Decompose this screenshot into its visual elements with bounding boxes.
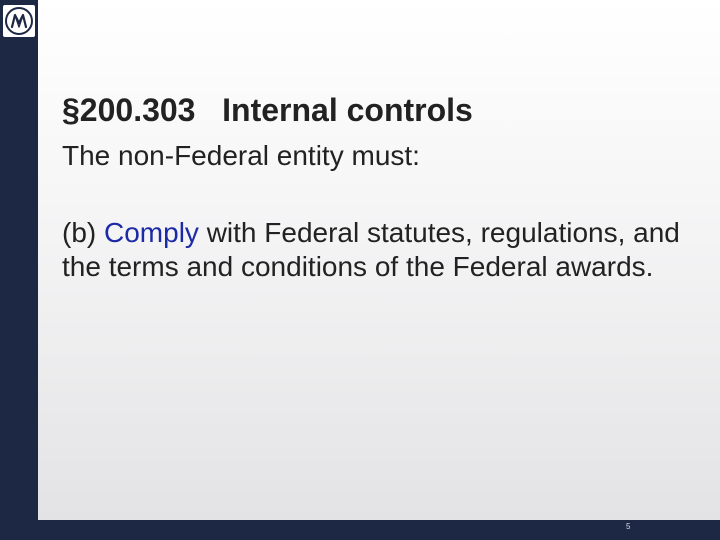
- item-keyword: Comply: [104, 217, 199, 248]
- slide-number: 5: [626, 522, 631, 531]
- logo-icon: [3, 5, 35, 37]
- left-sidebar: [0, 0, 38, 540]
- bottom-bar: [38, 520, 720, 540]
- item-text: with Federal statutes, regulations, and the terms and conditions of the Federal awards.: [62, 217, 680, 282]
- intro-text: The non-Federal entity must:: [62, 140, 420, 171]
- slide-title: §200.303 Internal controls: [62, 92, 473, 128]
- item-prefix: (b): [62, 217, 104, 248]
- body-item-b: [62, 216, 702, 284]
